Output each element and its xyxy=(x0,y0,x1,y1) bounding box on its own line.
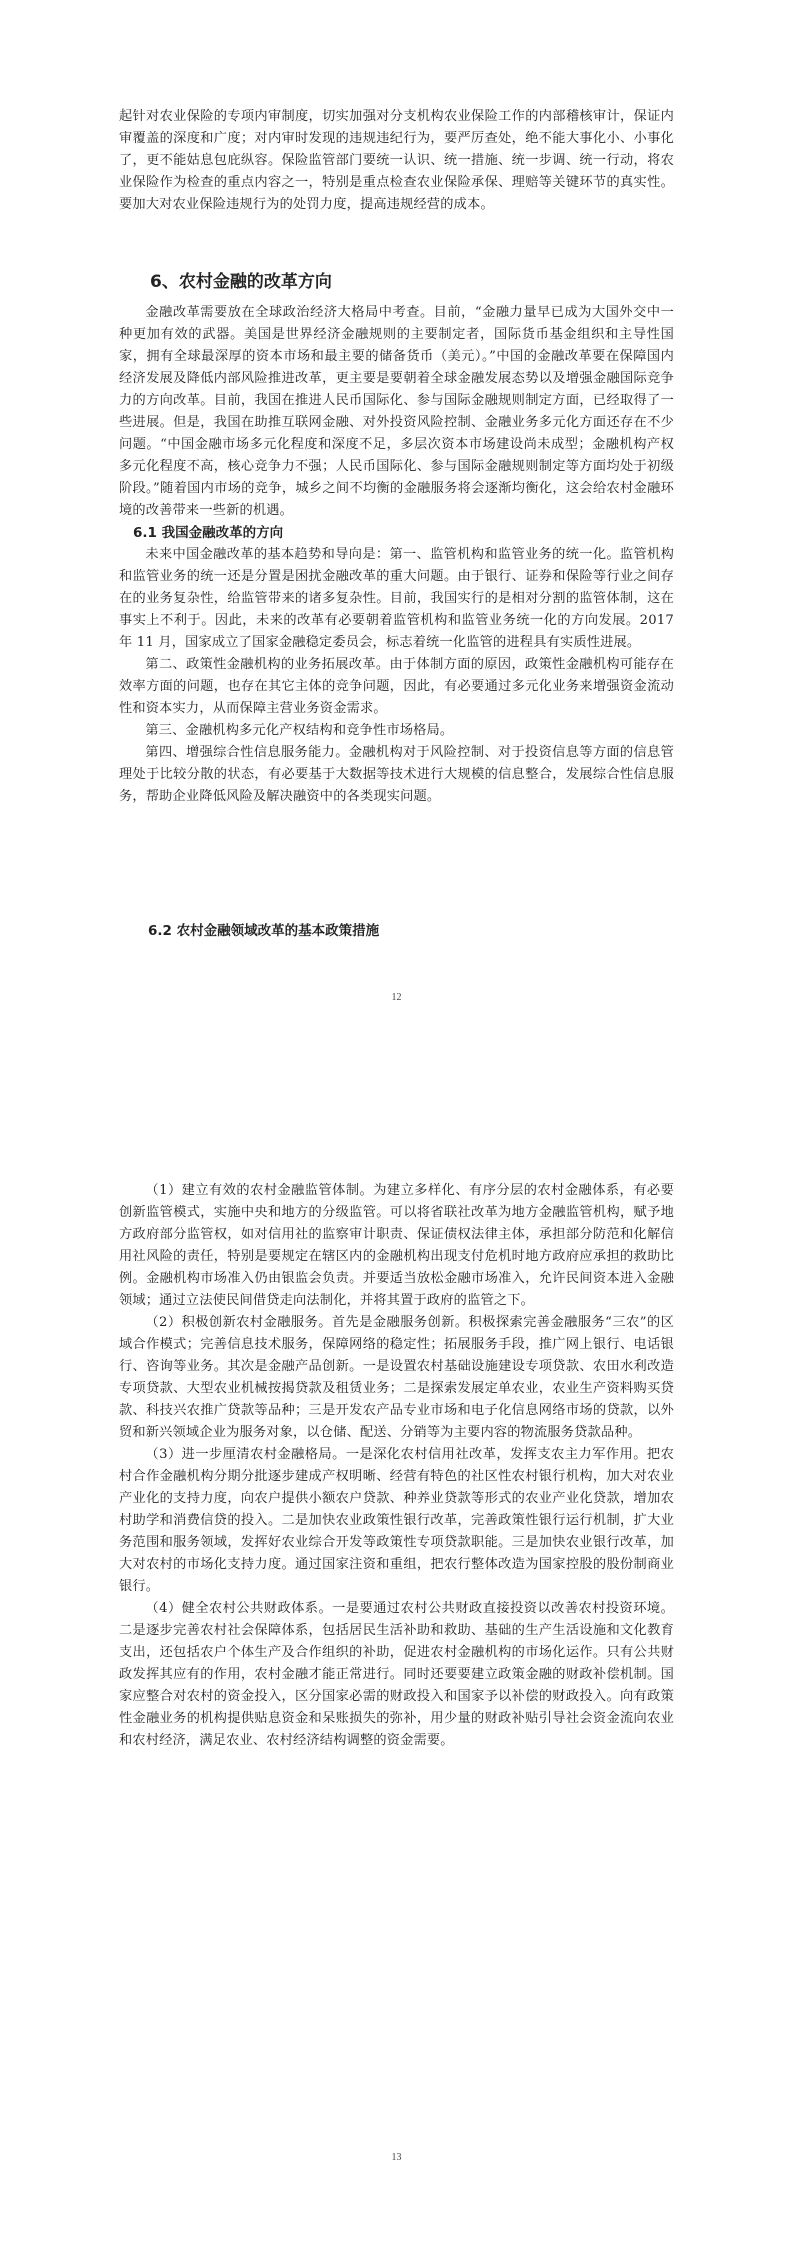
page-number: 13 xyxy=(391,2152,402,2163)
paragraph: （4）健全农村公共财政体系。一是要通过农村公共财政直接投资以改善农村投资环境。二是逐步完善农村社会保障体系，包括居民生活补助和救助、基础的生产生活设施和文化教育支出，还包括农户个体生产及合作组织的补助，促进农村金融机构的市场化运作。只有公共财政发挥其应有的作用，农村金融才能正常进行。同时还要要建立政策金融的财政补偿机制。国家应整合对农村的资金投入，区分国家必需的财政投入和国家予以补偿的财政投入。向有政策性金融业务的机构提供贴息资金和呆账损失的弥补，用少量的财政补贴引导社会资金流向农业和农村经济，满足农业、农村经济结构调整的资金需要。 xyxy=(119,1601,674,1748)
paragraph: 第四、增强综合性信息服务能力。金融机构对于风险控制、对于投资信息等方面的信息管理处于比较分散的状态，有必要基于大数据等技术进行大规模的信息整合，发展综合性信息服务，帮助企业降低风险及解决融资中的各类现实问题。 xyxy=(119,745,674,804)
paragraph: （2）积极创新农村金融服务。首先是金融服务创新。积极探索完善金融服务“三农”的区域合作模式；完善信息技术服务，保障网络的稳定性；拓展服务手段，推广网上银行、电话银行、咨询等业务。其次是金融产品创新。一是设置农村基础设施建设专项贷款、农田水利改造专项贷款、大型农业机械按揭贷款及租赁业务；二是探索发展定单农业，农业生产资料购买贷款、科技兴农推广贷款等品种；三是开发农产品专业市场和电子化信息网络市场的贷款，以外贸和新兴领域企业为服务对象，以仓储、配送、分销等为主要内容的物流服务贷款品种。 xyxy=(119,1315,674,1440)
paragraph: （3）进一步厘清农村金融格局。一是深化农村信用社改革，发挥支农主力军作用。把农村合作金融机构分期分批逐步建成产权明晰、经营有特色的社区性农村银行机构，加大对农业产业化的支持力度，向农户提供小额农户贷款、种养业贷款等形式的农业产业化贷款，增加农村助学和消费信贷的投入。二是加快农业政策性银行改革，完善政策性银行运行机制，扩大业务范围和服务领域，发挥好农业综合开发等政策性专项贷款职能。三是加快农业银行改革，加大对农村的市场化支持力度。通过国家注资和重组，把农行整体改造为国家控股的股份制商业银行。 xyxy=(119,1447,674,1594)
intro-paragraph: 起针对农业保险的专项内审制度，切实加强对分支机构农业保险工作的内部稽核审计，保证内审覆盖的深度和广度；对内审时发现的违规违纪行为，要严厉查处，绝不能大事化小、小事化了，更不能姑息包庇纵容。保险监管部门要统一认识、统一措施、统一步调、统一行动，将农业保险作为检查的重点内容之一，特别是重点检查农业保险承保、理赔等关键环节的真实性。要加大对农业保险违规行为的处罚力度，提高违规经营的成本。 xyxy=(119,109,674,212)
body-text-block xyxy=(119,1180,674,1752)
paragraph: 第三、金融机构多元化产权结构和竞争性市场格局。 xyxy=(145,723,454,738)
paragraph: 未来中国金融改革的基本趋势和导向是：第一、监管机构和监管业务的统一化。监管机构和监管业务的统一还是分置是困扰金融改革的重大问题。由于银行、证券和保险等行业之间存在的业务复杂性，给监管带来的诸多复杂性。目前，我国实行的是相对分割的监管体制，这在事实上不利于。因此，未来的改革有必要朝着监管机构和监管业务统一化的方向发展。2017 年 11 月，国家成立了国家金融稳定委员会，标志着统一化监管的进程具有实质性进展。 xyxy=(119,547,674,650)
paragraph: （1）建立有效的农村金融监管体制。为建立多样化、有序分层的农村金融体系，有必要创新监管模式，实施中央和地方的分级监管。可以将省联社改革为地方金融监管机构，赋予地方政府部分监管权，如对信用社的监察审计职责、保证债权法律主体，承担部分防范和化解信用社风险的责任，特别是要规定在辖区内的金融机构出现支付危机时地方政府应承担的救助比例。金融机构市场准入仍由银监会负责。并要适当放松金融市场准入，允许民间资本进入金融领域；通过立法使民间借贷走向法制化，并将其置于政府的监管之下。 xyxy=(119,1183,674,1308)
subsection-heading: 6.2 农村金融领域改革的基本政策措施 xyxy=(148,923,380,939)
subsection-2-block xyxy=(119,920,674,942)
section-body xyxy=(119,302,674,808)
page-number: 12 xyxy=(391,992,402,1003)
paragraph: 第二、政策性金融机构的业务拓展改革。由于体制方面的原因，政策性金融机构可能存在效率方面的问题，也存在其它主体的竞争问题，因此，有必要通过多元化业务来增强资金流动性和资本实力，从而保障主营业务资金需求。 xyxy=(119,657,674,716)
section-heading: 6、农村金融的改革方向 xyxy=(150,272,332,292)
subsection-heading: 6.1 我国金融改革的方向 xyxy=(133,525,284,541)
section-paragraph: 金融改革需要放在全球政治经济大格局中考查。目前，“金融力量早已成为大国外交中一种更加有效的武器。美国是世界经济金融规则的主要制定者，国际货币基金组织和主导性国家，拥有全球最深厚的资本市场和最主要的储备货币（美元）。”中国的金融改革要在保障国内经济发展及降低内部风险推进改革，更主要是要朝着全球金融发展态势以及增强金融国际竞争力的方向改革。目前，我国在推进人民币国际化、参与国际金融规则制定方面，已经取得了一些进展。但是，我国在助推互联网金融、对外投资风险控制、金融业务多元化方面还存在不少问题。“中国金融市场多元化程度和深度不足，多层次资本市场建设尚未成型；金融机构产权多元化程度不高，核心竞争力不强；人民币国际化、参与国际金融规则制定等方面均处于初级阶段。”随着国内市场的竞争，城乡之间不均衡的金融服务将会逐渐均衡化，这会给农村金融环境的改善带来一些新的机遇。 xyxy=(119,305,674,518)
page-13 xyxy=(0,1180,793,2244)
body-text-block xyxy=(119,106,674,216)
